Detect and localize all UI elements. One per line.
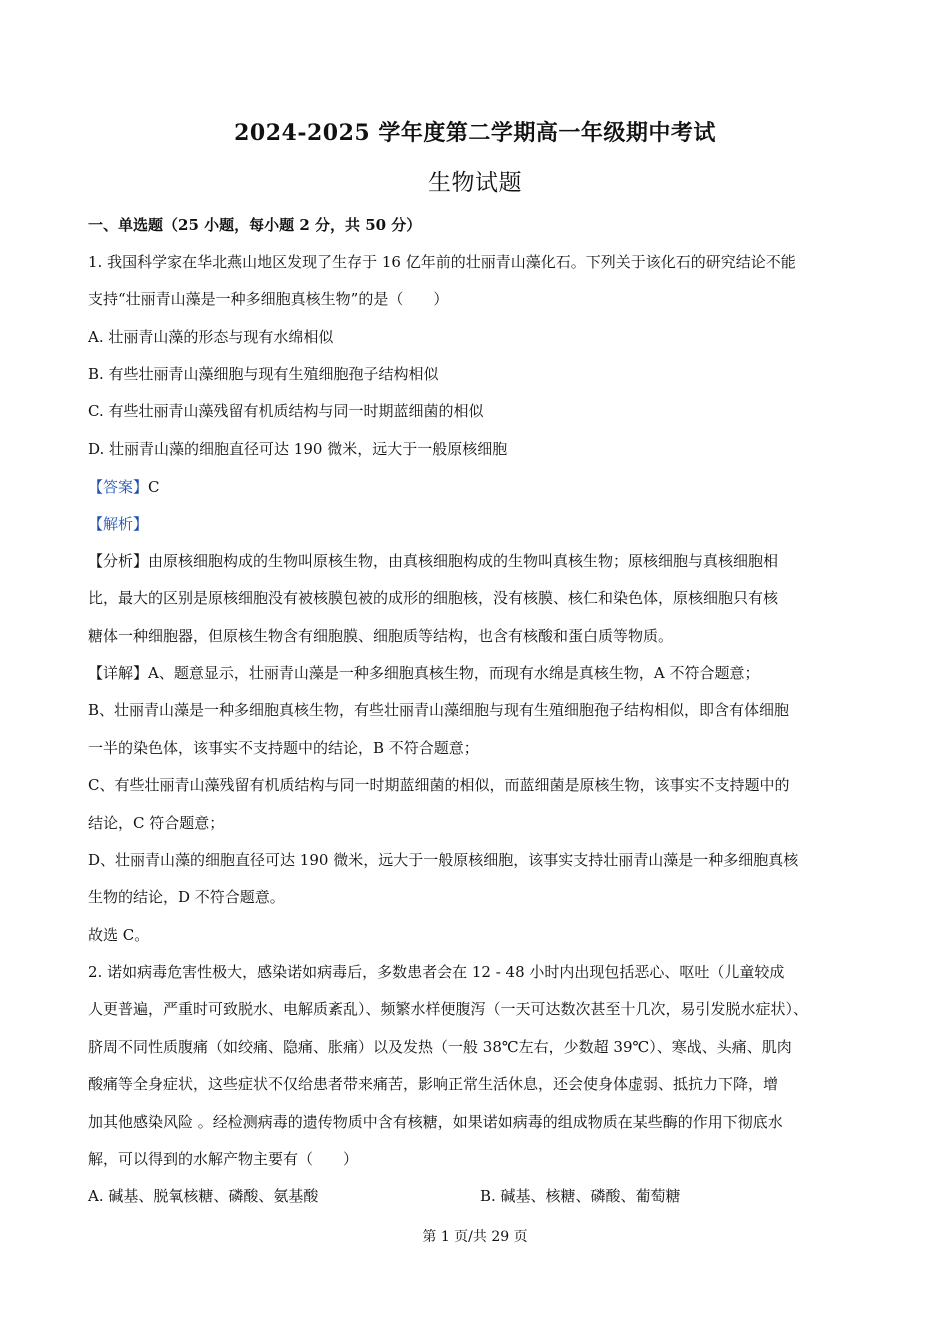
q2-stem-line1: 2. 诺如病毒危害性极大，感染诺如病毒后，多数患者会在 12 - 48 小时内出现包括恶心、呕吐（儿童较成 [88,963,785,981]
q1-xiangjie-line7: 生物的结论，D 不符合题意。 [88,888,285,906]
xiangjie-tag: 【详解】 [88,664,149,682]
page-footer: 第 1 页/共 29 页 [422,1229,528,1245]
q1-option-b: B. 有些壮丽青山藻细胞与现有生殖细胞孢子结构相似 [88,365,439,383]
q1-xiangjie-line5: 结论，C 符合题意； [88,814,225,832]
q2-stem-line2: 人更普遍，严重时可致脱水、电解质紊乱）、频繁水样便腹泻（一天可达数次甚至十几次，易引发脱水症状）、 [88,1000,809,1018]
q1-xiangjie-line6: D、壮丽青山藻的细胞直径可达 190 微米，远大于一般原核细胞，该事实支持壮丽青山藻是一种多细胞真核 [88,851,799,869]
q1-xiangjie-line3: 一半的染色体，该事实不支持题中的结论，B 不符合题意； [88,739,479,757]
xiangjie-text: A、题意显示，壮丽青山藻是一种多细胞真核生物，而现有水绵是真核生物，A 不符合题意； [148,664,760,682]
q1-fenxi-line1 [88,550,878,572]
q1-option-c: C. 有些壮丽青山藻残留有机质结构与同一时期蓝细菌的相似 [88,402,484,420]
q2-stem-line5: 加其他感染风险 。经检测病毒的遗传物质中含有核糖，如果诺如病毒的组成物质在某些酶的作用下彻底水 [88,1113,783,1131]
answer-value: C [148,478,160,496]
q1-fenxi-line3: 糖体一种细胞器，但原核生物含有细胞膜、细胞质等结构，也含有核酸和蛋白质等物质。 [88,627,674,645]
exam-subtitle: 生物试题 [428,170,522,196]
q1-xiangjie-line4: C、有些壮丽青山藻残留有机质结构与同一时期蓝细菌的相似，而蓝细菌是原核生物，该事实不支持题中的 [88,776,790,794]
exam-title: 2024-2025 学年度第二学期高一年级期中考试 [234,120,716,146]
q1-analysis-row [88,513,878,535]
q1-conclusion: 故选 C。 [88,926,150,944]
q1-stem-line2: 支持“壮丽青山藻是一种多细胞真核生物”的是（ ） [88,290,449,308]
q2-stem-line4: 酸痛等全身症状，这些症状不仅给患者带来痛苦，影响正常生活休息，还会使身体虚弱、抵抗力下降，增 [88,1075,779,1093]
q2-option-b: B. 碱基、核糖、磷酸、葡萄糖 [480,1187,681,1205]
q2-stem-line3: 脐周不同性质腹痛（如绞痛、隐痛、胀痛）以及发热（一般 38℃左右，少数超 39℃）、寒战、头痛、肌肉 [88,1038,792,1056]
fenxi-tag: 【分析】 [88,552,149,570]
q1-xiangjie-line2: B、壮丽青山藻是一种多细胞真核生物，有些壮丽青山藻细胞与现有生殖细胞孢子结构相似，即含有体细胞 [88,701,790,719]
q1-answer-row [88,476,878,498]
q2-option-a: A. 碱基、脱氧核糖、磷酸、氨基酸 [88,1187,319,1205]
q1-xiangjie-line1 [88,662,878,684]
q2-stem-line6: 解，可以得到的水解产物主要有（ ） [88,1150,359,1168]
q1-stem-line1: 1. 我国科学家在华北燕山地区发现了生存于 16 亿年前的壮丽青山藻化石。下列关于该化石的研究结论不能 [88,253,796,271]
fenxi-text: 由原核细胞构成的生物叫原核生物，由真核细胞构成的生物叫真核生物；原核细胞与真核细胞相 [148,552,779,570]
answer-tag: 【答案】 [88,478,149,496]
q1-fenxi-line2: 比，最大的区别是原核细胞没有被核膜包被的成形的细胞核，没有核膜、核仁和染色体，原核细胞只有核 [88,589,779,607]
q1-option-a: A. 壮丽青山藻的形态与现有水绵相似 [88,328,334,346]
analysis-tag: 【解析】 [88,515,149,533]
q1-option-d: D. 壮丽青山藻的细胞直径可达 190 微米，远大于一般原核细胞 [88,440,508,458]
section-heading: 一、单选题（25 小题，每小题 2 分，共 50 分） [88,216,422,234]
